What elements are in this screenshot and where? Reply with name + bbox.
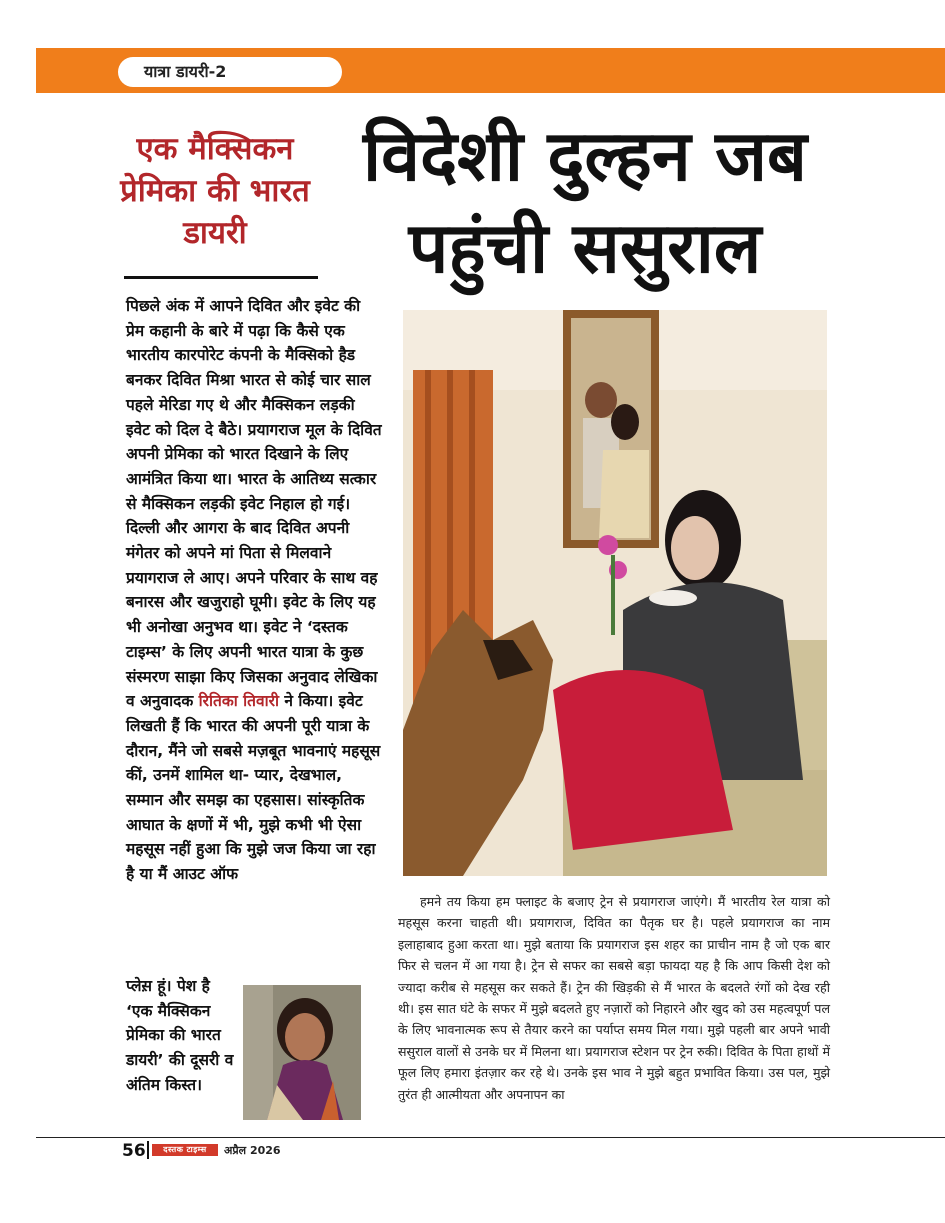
article-body: हमने तय किया हम फ्लाइट के बजाए ट्रेन से प्रयागराज जाएंगे। मैं भारतीय रेल यात्रा को महसूस करना चाहती थी। प्रयागराज, दिवित का पैतृक घर है। पहले प्रयागराज का नाम इलाहाबाद हुआ करता था। मुझे बताया कि प्रयागराज इस शहर का प्राचीन नाम है जो एक बार फिर से चलन में आ गया है। ट्रेन से सफर का सबसे बड़ा फायदा यह है कि आप किसी देश को ज्यादा करीब से महसूस कर सकते हैं। ट्रेन की खिड़की से मैं भारत के बदलते रंगों को देख रही थी। इस सात घंटे के सफर में मुझे बदलते हुए नज़ारों को निहारने और खुद को उस महत्वपूर्ण पल के लिए भावनात्मक रूप से तैयार करने का पर्याप्त समय मिल गया। मुझे पहली बार अपने भावी ससुराल वालों से उनके घर में मिलना था। प्रयागराज स्टेशन पर ट्रेन रुकी। दिवित के पिता हाथों में फूल लिए हमारा इंतज़ार कर रहे थे। उनके इस भाव ने मुझे बहुत प्रभावित किया। उस पल, मुझे तुरंत ही आत्मीयता और अपनापन का (398, 894, 830, 1102)
magazine-logo: दस्तक टाइम्स (152, 1144, 218, 1156)
footer-rule (36, 1137, 945, 1138)
footer-separator (147, 1141, 149, 1159)
translator-photo-illustration (243, 985, 361, 1120)
translator-photo (243, 985, 361, 1120)
intro-tail: प्लेस़ हूं। पेश है ‘एक मैक्सिकन प्रेमिका की भारत डायरी’ की दूसरी व अंतिम किस्त। (126, 977, 234, 1094)
article-photo (403, 310, 827, 876)
intro-column (126, 294, 382, 887)
section-label: यात्रा डायरी-2 (118, 57, 342, 87)
translator-name: रितिका तिवारी (198, 692, 279, 711)
article-headline: विदेशी दुल्हन जब पहुंची ससुराल (363, 115, 807, 289)
kicker-divider (124, 276, 318, 279)
article-kicker: एक मैक्सिकन प्रेमिका की भारत डायरी (120, 131, 310, 251)
article-photo-illustration (403, 310, 827, 876)
page-number: 56 (122, 1141, 146, 1161)
issue-date: अप्रैल 2026 (224, 1144, 281, 1157)
intro-text-part2: ने किया। इवेट लिखती हैं कि भारत की अपनी पूरी यात्रा के दौरान, मैंने जो सबसे मज़बूत भावनाएं महसूस कीं, उनमें शामिल था- प्यार, देखभाल, सम्मान और समझ का एहसास। सांस्कृतिक आघात के क्षणों में भी, मुझे कभी भी ऐसा महसूस नहीं हुआ कि मुझे जज किया जा रहा है या मैं आउट ऑफ (126, 692, 381, 884)
intro-text-part1: पिछले अंक में आपने दिवित और इवेट की प्रेम कहानी के बारे में पढ़ा कि कैसे एक भारतीय कारपोरेट कंपनी के मैक्सिको हैड बनकर दिवित मिश्रा भारत से कोई चार साल पहले मेरिडा गए थे और मैक्सिकन लड़की इवेट को दिल दे बैठे। प्रयागराज मूल के दिवित अपनी प्रेमिका को भारत दिखाने के लिए आमंत्रित किया था। भारत के आतिथ्य सत्कार से मैक्सिकन लड़की इवेट निहाल हो गई। दिल्ली और आगरा के बाद दिवित अपनी मंगेतर को अपने मां पिता से मिलवाने प्रयागराज ले आए। अपने परिवार के साथ वह बनारस और खजुराहो घूमी। इवेट के लिए यह भी अनोखा अनुभव था। इवेट ने ‘दस्तक टाइम्स’ के लिए अपनी भारत यात्रा के कुछ संस्मरण साझा किए जिसका अनुवाद लेखिका व अनुवादक (126, 297, 382, 711)
